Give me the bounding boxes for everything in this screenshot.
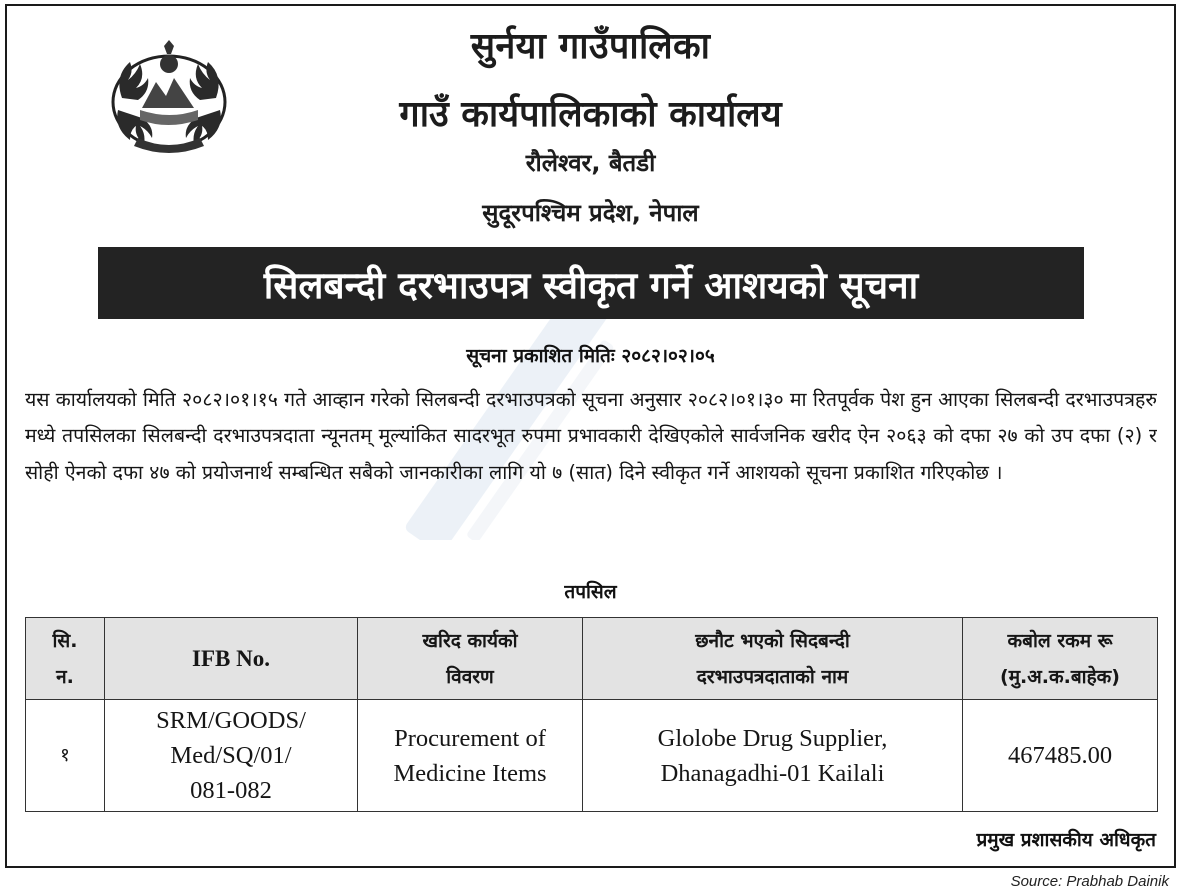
bidder-line2: Dhanagadhi-01 Kailali [660,759,885,787]
ifb-line1: SRM/GOODS/ [156,707,306,734]
published-date: सूचना प्रकाशित मितिः २०८२।०२।०५ [466,345,715,367]
tapsil-heading: तपसिल [564,581,617,603]
header-procurement-description [358,618,583,700]
notice-title: सिलबन्दी दरभाउपत्र स्वीकृत गर्ने आशयको सूचना [263,263,919,307]
table-header-row [26,618,1158,700]
ifb-line3: 081-082 [190,777,272,804]
header-serial-line2: न. [56,665,74,688]
header-serial-number [26,618,105,700]
desc-line1: Procurement of [394,724,546,752]
ifb-line2: Med/SQ/01/ [170,742,292,769]
header-selected-bidder [583,618,963,700]
signatory-title: प्रमुख प्रशासकीय अधिकृत [976,829,1156,851]
cell-procurement-description [358,700,583,812]
office-address: रौलेश्वर, बैतडी [525,149,656,177]
table-row [26,700,1158,812]
header-amount-line1: कबोल रकम रू [1007,629,1113,652]
header-ifb-number [105,618,358,700]
bidder-line1: Glolobe Drug Supplier, [657,724,888,752]
header-bidder-line2: दरभाउपत्रदाताको नाम [696,665,849,688]
cell-selected-bidder [583,700,963,812]
notice-body-paragraph: यस कार्यालयको मिति २०८२।०१।१५ गते आव्हान गरेको सिलबन्दी दरभाउपत्रको सूचना अनुसार २०८२।०१।३० मा रितपूर्वक पेश हुन आएका सिलबन्दी दरभाउपत्रहरु मध्ये तपसिलका सिलबन्दी दरभाउपत्रदाता न्यूनतम् मूल्यांकित सादरभूत रुपमा प्रभावकारी देखिएकोले सार्वजनिक खरीद ऐन २०६३ को दफा २७ को उप दफा (२) र सोही ऐनको दफा ४७ को प्रयोजनार्थ सम्बन्धित सबैको जानकारीका लागि यो ७ (सात) दिने स्वीकृत गर्ने आशयको सूचना प्रकाशित गरिएकोछ । [25,388,1157,484]
cell-quoted-amount: 467485.00 [963,700,1158,812]
cell-serial-number: १ [26,700,105,812]
header-quoted-amount [963,618,1158,700]
header-ifb-label: IFB No. [192,645,270,671]
notice-title-bar [98,247,1084,319]
header-desc-line2: विवरण [446,665,494,688]
municipality-name: सुर्नया गाउँपालिका [470,26,711,67]
header-amount-line2: (मु.अ.क.बाहेक) [1000,665,1120,688]
header-desc-line1: खरिद कार्यको [422,629,518,652]
office-name: गाउँ कार्यपालिकाको कार्यालय [399,94,782,135]
bid-details-table [25,617,1158,812]
province-country: सुदूरपश्चिम प्रदेश, नेपाल [482,199,699,227]
header-serial-line1: सि. [52,629,78,652]
cell-ifb-number [105,700,358,812]
header-bidder-line1: छनौट भएको सिदबन्दी [695,629,850,652]
desc-line2: Medicine Items [393,759,547,787]
source-credit: Source: Prabhab Dainik [1010,873,1169,890]
